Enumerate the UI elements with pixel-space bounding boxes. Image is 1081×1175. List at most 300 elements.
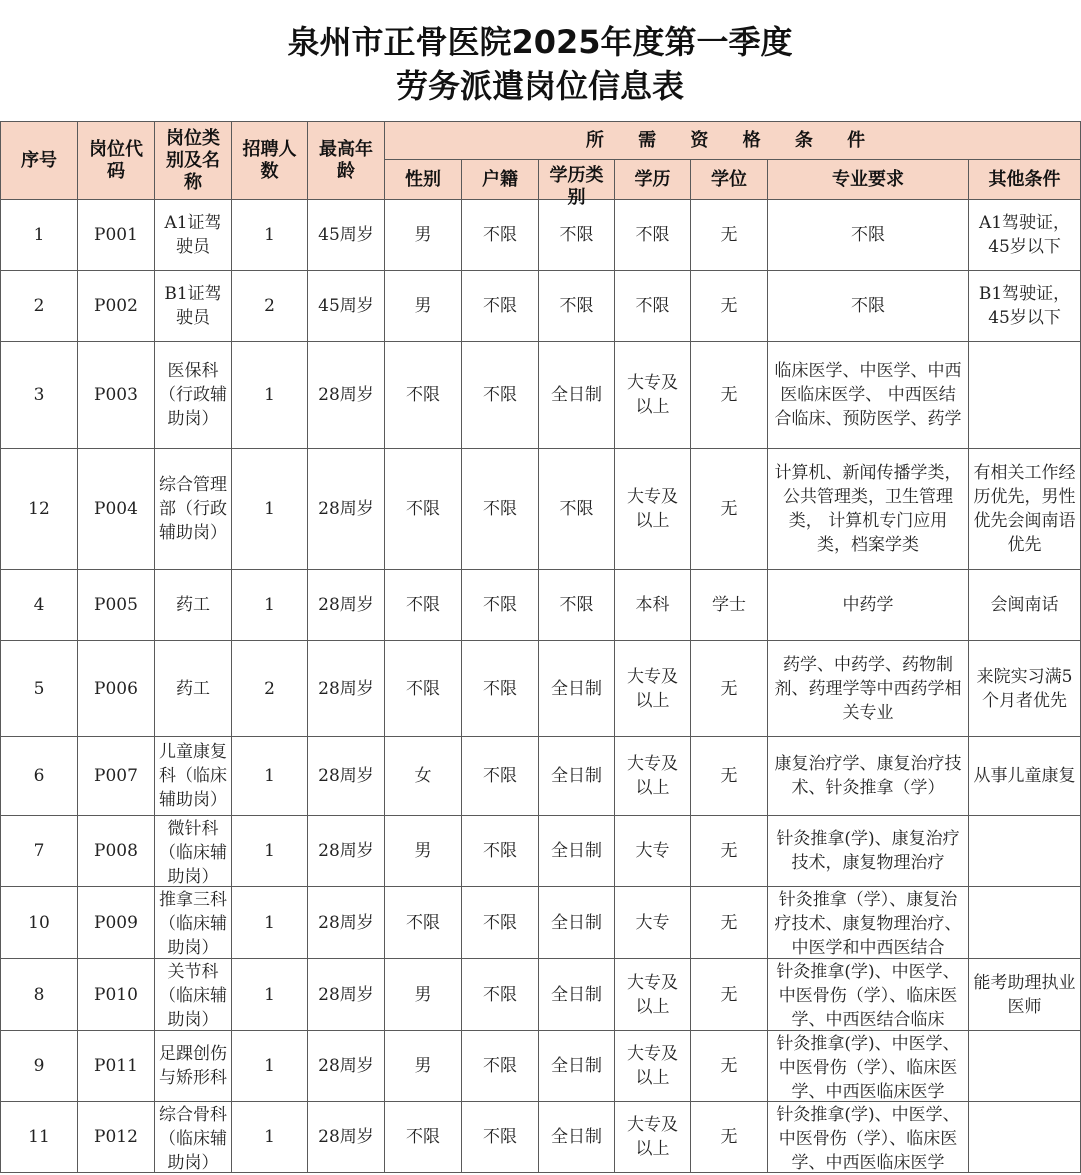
cell-hukou-text: 不限 [483, 385, 517, 405]
cell-post-name [155, 959, 232, 1031]
cell-headcount [232, 641, 308, 737]
cell-post-code-text: P012 [94, 1127, 138, 1147]
title-line-2: 劳务派遣岗位信息表 [395, 67, 684, 105]
cell-post-code [78, 959, 155, 1031]
cell-post-name [155, 1102, 232, 1173]
table-row [1, 737, 1081, 816]
cell-edu-type-text: 不限 [559, 499, 594, 519]
cell-other [969, 271, 1081, 342]
cell-max-age-text: 28周岁 [318, 499, 374, 519]
cell-major [768, 641, 969, 737]
cell-post-name-text: 推拿三科（临床辅助岗） [159, 889, 227, 958]
positions-table [0, 121, 1081, 1173]
cell-major [768, 449, 969, 570]
cell-gender-text: 男 [414, 1056, 432, 1076]
table-row [1, 200, 1081, 271]
cell-hukou [462, 959, 539, 1031]
cell-post-code-text: P010 [94, 984, 138, 1005]
cell-major [768, 737, 969, 816]
cell-education [615, 200, 691, 271]
header-degree: 学位 [691, 160, 768, 200]
cell-education-text: 大专及以上 [627, 754, 678, 798]
cell-index [1, 959, 78, 1031]
cell-other [969, 959, 1081, 1031]
cell-index-text: 1 [33, 225, 45, 245]
cell-other-text: B1驾驶证，45岁以下 [978, 284, 1071, 328]
cell-post-name-text: 微针科（临床辅助岗） [159, 818, 227, 887]
cell-max-age-text: 45周岁 [318, 225, 374, 245]
cell-education [615, 887, 691, 959]
cell-hukou [462, 1031, 539, 1102]
cell-edu-type-text: 全日制 [551, 385, 602, 405]
cell-gender [385, 959, 462, 1031]
cell-post-code-text: P004 [94, 499, 138, 519]
cell-education [615, 816, 691, 887]
cell-education-text: 不限 [635, 296, 670, 316]
cell-education [615, 737, 691, 816]
cell-gender [385, 816, 462, 887]
cell-gender [385, 737, 462, 816]
cell-education-text: 不限 [635, 225, 670, 245]
cell-major-text: 针灸推拿(学)、中医学、中医骨伤（学）、临床医学、中西医临床医学 [776, 1104, 960, 1173]
cell-major [768, 1031, 969, 1102]
cell-post-name [155, 641, 232, 737]
cell-index-text: 10 [28, 912, 50, 933]
cell-gender [385, 200, 462, 271]
table-row [1, 449, 1081, 570]
cell-degree [691, 570, 768, 641]
cell-index [1, 641, 78, 737]
cell-degree [691, 887, 768, 959]
cell-hukou-text: 不限 [483, 678, 517, 699]
cell-gender-text: 不限 [406, 499, 440, 519]
cell-edu-type-text: 不限 [559, 595, 594, 615]
cell-other [969, 570, 1081, 641]
cell-headcount-text: 1 [264, 1056, 275, 1076]
header-requirements: 所 需 资 格 条 件 [385, 122, 1081, 160]
cell-post-name [155, 342, 232, 449]
cell-post-name-text: 综合骨科（临床辅助岗） [159, 1104, 227, 1173]
cell-post-code-text: P005 [94, 595, 138, 615]
cell-hukou [462, 271, 539, 342]
cell-hukou-text: 不限 [483, 984, 517, 1005]
cell-gender [385, 887, 462, 959]
cell-other-text: 有相关工作经历优先，男性优先会闽南语优先 [973, 463, 1076, 555]
cell-other [969, 342, 1081, 449]
cell-major-text: 不限 [851, 225, 885, 245]
cell-gender [385, 641, 462, 737]
cell-other-text: A1驾驶证，45岁以下 [978, 213, 1071, 257]
cell-education [615, 449, 691, 570]
header-hukou: 户籍 [462, 160, 539, 200]
cell-degree [691, 200, 768, 271]
cell-index-text: 8 [33, 984, 45, 1005]
cell-hukou-text: 不限 [483, 841, 517, 861]
cell-index [1, 737, 78, 816]
header-row-1 [1, 122, 1081, 160]
cell-other [969, 887, 1081, 959]
cell-gender [385, 449, 462, 570]
cell-degree-text: 无 [720, 225, 738, 245]
cell-education-text: 大专及以上 [627, 666, 678, 711]
cell-major-text: 针灸推拿(学)、中医学、中医骨伤（学）、临床医学、中西医临床医学 [776, 1033, 960, 1102]
cell-post-name [155, 816, 232, 887]
cell-hukou [462, 449, 539, 570]
cell-index-text: 5 [33, 678, 45, 699]
cell-hukou-text: 不限 [483, 225, 517, 245]
cell-edu-type [539, 271, 615, 342]
cell-headcount [232, 200, 308, 271]
cell-gender [385, 1102, 462, 1173]
cell-edu-type [539, 1031, 615, 1102]
cell-headcount [232, 271, 308, 342]
table-row [1, 342, 1081, 449]
cell-headcount [232, 570, 308, 641]
cell-max-age [308, 200, 385, 271]
cell-hukou [462, 737, 539, 816]
cell-major-text: 药学、中药学、药物制剂、药理学等中西药学相关专业 [774, 654, 962, 723]
cell-gender-text: 不限 [406, 595, 440, 615]
cell-degree [691, 271, 768, 342]
cell-major-text: 针灸推拿（学）、康复治疗技术、康复物理治疗、中医学和中西医结合 [774, 889, 962, 958]
cell-hukou-text: 不限 [483, 499, 517, 519]
cell-post-code [78, 449, 155, 570]
cell-gender-text: 男 [414, 225, 432, 245]
table-row [1, 570, 1081, 641]
cell-edu-type [539, 816, 615, 887]
cell-post-name-text: 综合管理部（行政辅助岗） [159, 475, 227, 543]
title-line-1: 泉州市正骨医院2025年度第一季度 [287, 23, 793, 61]
cell-hukou [462, 641, 539, 737]
cell-education-text: 大专及以上 [627, 373, 678, 417]
table-row [1, 271, 1081, 342]
header-gender: 性别 [385, 160, 462, 200]
header-other: 其他条件 [969, 160, 1081, 200]
cell-max-age [308, 1102, 385, 1173]
cell-post-code [78, 1031, 155, 1102]
cell-hukou-text: 不限 [483, 766, 517, 786]
cell-education [615, 342, 691, 449]
cell-index-text: 7 [33, 841, 45, 861]
cell-headcount [232, 737, 308, 816]
cell-degree-text: 无 [720, 678, 738, 699]
cell-headcount [232, 959, 308, 1031]
cell-major-text: 临床医学、中医学、中西医临床医学、 中西医结合临床、预防医学、药学 [774, 361, 962, 429]
cell-education [615, 1031, 691, 1102]
cell-headcount [232, 1031, 308, 1102]
cell-post-code [78, 737, 155, 816]
cell-education-text: 大专 [635, 912, 670, 933]
cell-degree-text: 无 [720, 984, 738, 1005]
cell-post-name [155, 200, 232, 271]
cell-major [768, 816, 969, 887]
cell-hukou [462, 816, 539, 887]
cell-post-name-text: 儿童康复科（临床辅助岗） [159, 742, 227, 810]
cell-post-code-text: P007 [94, 766, 138, 786]
cell-other [969, 1031, 1081, 1102]
cell-post-name [155, 1031, 232, 1102]
cell-gender-text: 男 [414, 841, 432, 861]
cell-max-age-text: 28周岁 [318, 385, 374, 405]
cell-headcount-text: 1 [264, 984, 275, 1005]
cell-post-name-text: 药工 [176, 595, 210, 615]
cell-education [615, 959, 691, 1031]
cell-major [768, 1102, 969, 1173]
cell-edu-type [539, 570, 615, 641]
cell-hukou [462, 342, 539, 449]
cell-headcount-text: 2 [264, 678, 275, 699]
cell-post-name [155, 887, 232, 959]
cell-other [969, 816, 1081, 887]
cell-edu-type [539, 449, 615, 570]
cell-headcount-text: 1 [264, 1127, 275, 1147]
cell-degree [691, 1102, 768, 1173]
cell-edu-type-text: 全日制 [551, 841, 602, 861]
cell-headcount-text: 1 [264, 912, 275, 933]
cell-index-text: 9 [33, 1056, 45, 1076]
header-max-age: 最高年龄 [308, 122, 385, 200]
cell-degree-text: 无 [720, 385, 738, 405]
cell-edu-type-text: 全日制 [551, 678, 602, 699]
cell-education-text: 本科 [635, 595, 670, 615]
header-major: 专业要求 [768, 160, 969, 200]
cell-degree [691, 959, 768, 1031]
cell-other [969, 200, 1081, 271]
cell-edu-type-text: 不限 [559, 296, 594, 316]
cell-post-code [78, 200, 155, 271]
cell-post-name-text: A1证驾驶员 [164, 213, 222, 257]
cell-education-text: 大专及以上 [627, 487, 678, 531]
cell-education [615, 570, 691, 641]
cell-major-text: 计算机、新闻传播学类，公共管理类，卫生管理类， 计算机专门应用类，档案学类 [774, 463, 962, 555]
cell-hukou [462, 887, 539, 959]
table-row [1, 1102, 1081, 1173]
cell-degree-text: 无 [720, 1127, 738, 1147]
cell-gender-text: 不限 [406, 385, 440, 405]
cell-gender-text: 男 [414, 296, 432, 316]
cell-post-code-text: P011 [94, 1056, 138, 1076]
cell-post-code-text: P006 [94, 678, 138, 699]
cell-headcount [232, 887, 308, 959]
header-edu-type [539, 160, 615, 208]
cell-education-text: 大专及以上 [627, 1115, 678, 1159]
cell-major-text: 针灸推拿(学)、中医学、中医骨伤（学）、临床医学、中西医结合临床 [776, 961, 960, 1030]
cell-gender-text: 不限 [406, 912, 440, 933]
cell-edu-type-text: 全日制 [551, 912, 602, 933]
cell-degree-text: 无 [720, 499, 738, 519]
cell-post-name [155, 570, 232, 641]
cell-degree [691, 449, 768, 570]
cell-post-code-text: P002 [94, 296, 138, 316]
cell-max-age-text: 28周岁 [318, 1127, 374, 1147]
cell-max-age [308, 271, 385, 342]
cell-hukou-text: 不限 [483, 595, 517, 615]
cell-gender [385, 342, 462, 449]
cell-education [615, 1102, 691, 1173]
cell-degree-text: 无 [720, 296, 738, 316]
cell-index [1, 271, 78, 342]
table-row [1, 641, 1081, 737]
cell-degree [691, 1031, 768, 1102]
table-row [1, 887, 1081, 959]
cell-major-text: 针灸推拿(学)、康复治疗技术，康复物理治疗 [776, 829, 960, 873]
cell-education [615, 271, 691, 342]
cell-index-text: 12 [28, 499, 50, 519]
cell-max-age-text: 28周岁 [318, 912, 374, 933]
cell-post-name-text: 关节科（临床辅助岗） [159, 961, 227, 1030]
cell-hukou-text: 不限 [483, 296, 517, 316]
cell-major-text: 不限 [851, 296, 885, 316]
cell-degree-text: 无 [720, 1056, 738, 1076]
cell-major [768, 887, 969, 959]
cell-degree [691, 816, 768, 887]
cell-post-code [78, 342, 155, 449]
cell-max-age [308, 737, 385, 816]
cell-post-code-text: P009 [94, 912, 138, 933]
cell-edu-type-text: 全日制 [551, 984, 602, 1005]
cell-max-age [308, 342, 385, 449]
cell-post-code-text: P001 [94, 225, 138, 245]
cell-post-name [155, 449, 232, 570]
cell-degree-text: 无 [720, 766, 738, 786]
cell-index-text: 3 [33, 385, 45, 405]
cell-post-code-text: P003 [94, 385, 138, 405]
cell-headcount-text: 1 [264, 385, 275, 405]
cell-degree [691, 342, 768, 449]
table-row [1, 816, 1081, 887]
cell-edu-type-text: 不限 [559, 225, 594, 245]
cell-post-name-text: 足踝创伤与矫形科 [159, 1044, 227, 1088]
cell-post-name [155, 271, 232, 342]
cell-max-age-text: 45周岁 [318, 296, 374, 316]
cell-post-code [78, 570, 155, 641]
cell-headcount-text: 2 [264, 296, 275, 316]
cell-degree-text: 无 [720, 912, 738, 933]
cell-post-code-text: P008 [94, 841, 138, 861]
cell-degree-text: 无 [720, 841, 738, 861]
cell-gender [385, 1031, 462, 1102]
cell-education [615, 641, 691, 737]
cell-max-age [308, 959, 385, 1031]
cell-index [1, 1102, 78, 1173]
cell-major [768, 342, 969, 449]
cell-headcount-text: 1 [264, 595, 275, 615]
cell-education-text: 大专及以上 [627, 1044, 678, 1088]
cell-post-code [78, 1102, 155, 1173]
cell-edu-type [539, 641, 615, 737]
cell-index [1, 449, 78, 570]
cell-hukou [462, 1102, 539, 1173]
cell-post-name-text: 药工 [176, 678, 210, 699]
cell-index [1, 342, 78, 449]
cell-index-text: 2 [33, 296, 45, 316]
header-edu-type-label: 学历类别 [549, 164, 604, 208]
cell-major [768, 570, 969, 641]
cell-post-name [155, 737, 232, 816]
cell-max-age-text: 28周岁 [318, 678, 374, 699]
cell-gender [385, 271, 462, 342]
cell-max-age-text: 28周岁 [318, 766, 374, 786]
cell-max-age-text: 28周岁 [318, 984, 374, 1005]
cell-edu-type [539, 887, 615, 959]
cell-max-age [308, 816, 385, 887]
cell-degree [691, 737, 768, 816]
document-title [0, 0, 1080, 120]
cell-headcount-text: 1 [264, 766, 275, 786]
cell-headcount [232, 449, 308, 570]
cell-other [969, 641, 1081, 737]
cell-gender-text: 不限 [406, 1127, 440, 1147]
cell-headcount [232, 1102, 308, 1173]
cell-post-name-text: B1证驾驶员 [164, 284, 222, 328]
cell-gender-text: 女 [414, 766, 432, 786]
cell-max-age [308, 1031, 385, 1102]
cell-index [1, 1031, 78, 1102]
cell-other [969, 737, 1081, 816]
cell-index-text: 6 [33, 766, 45, 786]
cell-other-text: 会闽南话 [990, 595, 1059, 615]
header-education: 学历 [615, 160, 691, 200]
cell-post-code [78, 641, 155, 737]
cell-index-text: 11 [28, 1127, 50, 1147]
cell-hukou-text: 不限 [483, 912, 517, 933]
cell-headcount [232, 342, 308, 449]
cell-education-text: 大专及以上 [627, 972, 678, 1017]
cell-max-age-text: 28周岁 [318, 595, 374, 615]
cell-post-code [78, 887, 155, 959]
cell-max-age [308, 887, 385, 959]
cell-max-age [308, 570, 385, 641]
cell-hukou-text: 不限 [483, 1056, 517, 1076]
cell-max-age [308, 449, 385, 570]
cell-major [768, 959, 969, 1031]
cell-edu-type [539, 1102, 615, 1173]
cell-major-text: 康复治疗学、康复治疗技术、针灸推拿（学） [774, 754, 962, 798]
table-row [1, 1031, 1081, 1102]
cell-hukou [462, 200, 539, 271]
header-headcount: 招聘人数 [232, 122, 308, 200]
cell-education-text: 大专 [635, 841, 670, 861]
cell-max-age [308, 641, 385, 737]
cell-hukou [462, 570, 539, 641]
cell-edu-type [539, 342, 615, 449]
cell-index [1, 200, 78, 271]
cell-max-age-text: 28周岁 [318, 1056, 374, 1076]
cell-index-text: 4 [33, 595, 45, 615]
cell-post-name-text: 医保科（行政辅助岗） [159, 361, 227, 429]
cell-headcount-text: 1 [264, 225, 275, 245]
cell-gender [385, 570, 462, 641]
cell-gender-text: 男 [414, 984, 432, 1005]
cell-headcount-text: 1 [264, 499, 275, 519]
cell-max-age-text: 28周岁 [318, 841, 374, 861]
header-post-code: 岗位代码 [78, 122, 155, 200]
cell-edu-type [539, 737, 615, 816]
cell-edu-type [539, 959, 615, 1031]
cell-major-text: 中药学 [842, 595, 894, 615]
cell-major [768, 271, 969, 342]
cell-index [1, 816, 78, 887]
cell-hukou-text: 不限 [483, 1127, 517, 1147]
cell-headcount [232, 816, 308, 887]
header-index: 序号 [1, 122, 78, 200]
cell-edu-type-text: 全日制 [551, 1056, 602, 1076]
cell-other-text: 从事儿童康复 [973, 766, 1076, 786]
cell-index [1, 887, 78, 959]
cell-degree [691, 641, 768, 737]
cell-other [969, 1102, 1081, 1173]
cell-other-text: 能考助理执业医师 [973, 972, 1076, 1017]
